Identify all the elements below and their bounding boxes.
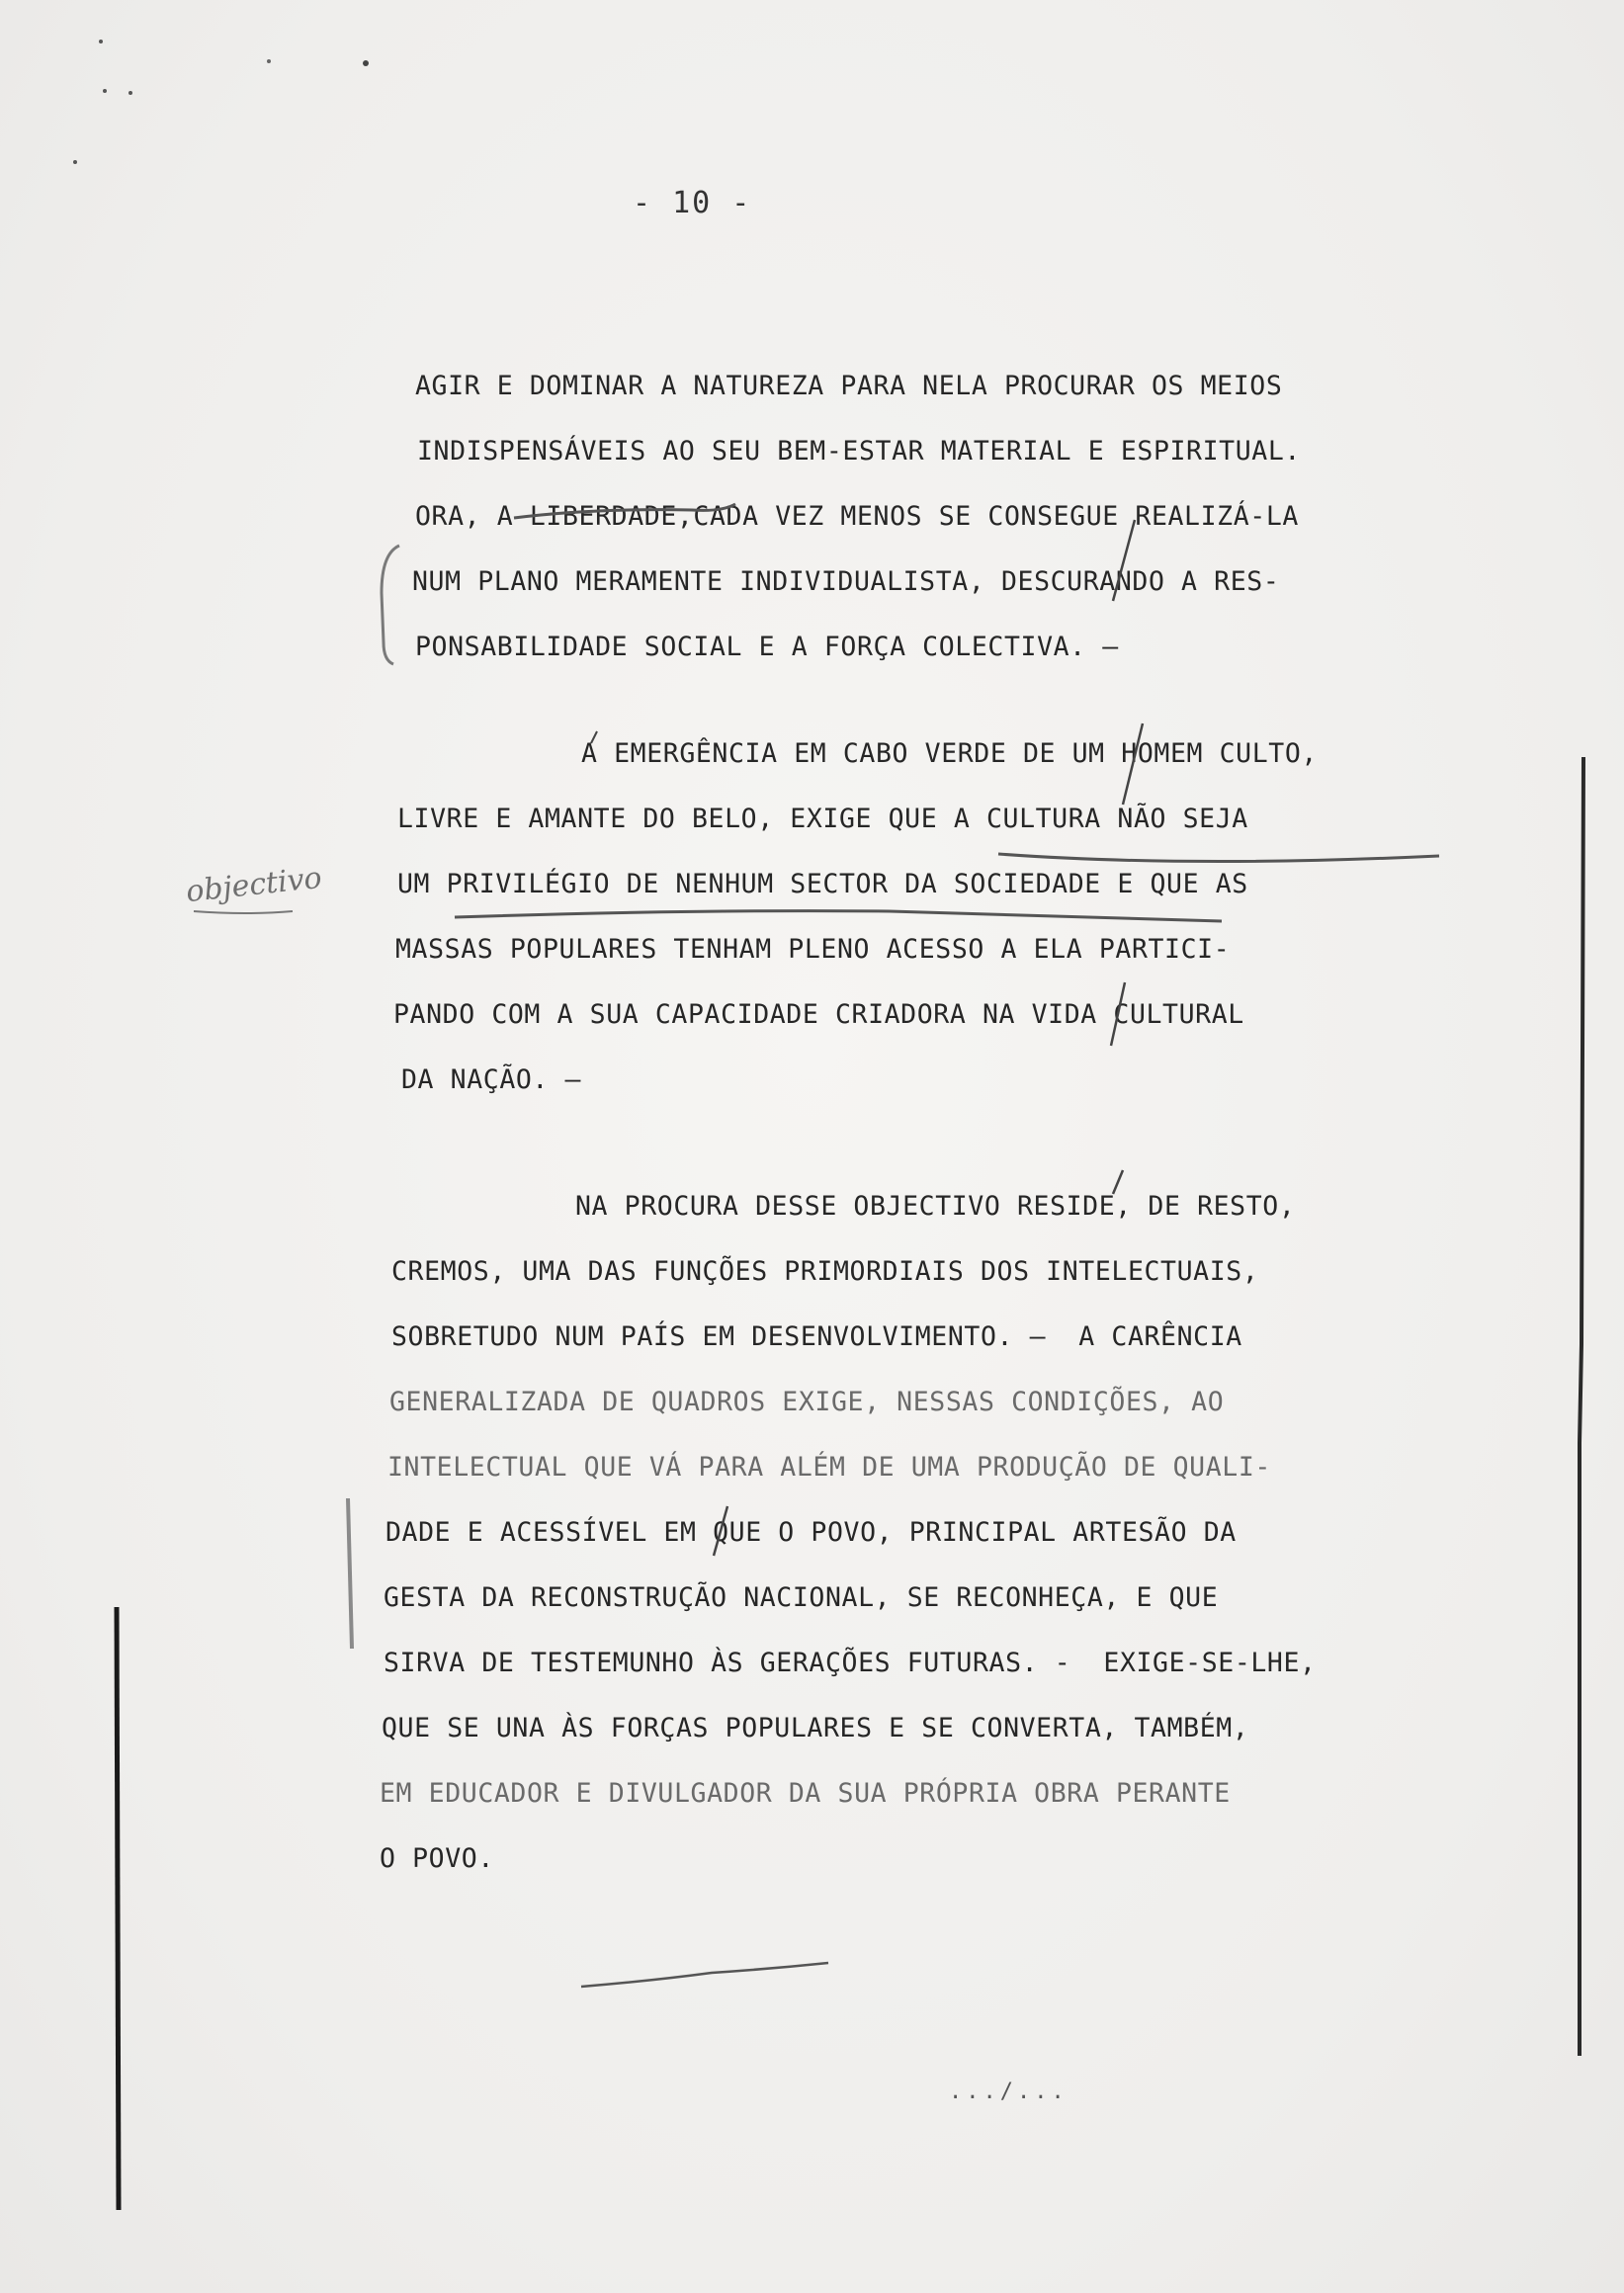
margin-bracket-mark (382, 546, 399, 664)
paragraph-3 (380, 1174, 1317, 1892)
text-line: LIVRE E AMANTE DO BELO, EXIGE QUE A CULTURA NÃO SEJA (397, 804, 1248, 834)
text-line: PANDO COM A SUA CAPACIDADE CRIADORA NA VIDA CULTURAL (393, 999, 1244, 1030)
text-line: O POVO. (380, 1843, 494, 1874)
text-line: CREMOS, UMA DAS FUNÇÕES PRIMORDIAIS DOS INTELECTUAIS, (391, 1256, 1259, 1287)
dust-speck (73, 160, 77, 164)
paragraph-2 (393, 722, 1318, 1113)
scan-edge-line (117, 1607, 119, 2210)
text-line: A EMERGÊNCIA EM CABO VERDE DE UM HOMEM CULTO, (581, 738, 1318, 769)
dust-speck (99, 40, 103, 43)
scan-edge-line (1580, 757, 1583, 2056)
dust-speck (267, 59, 271, 63)
text-line: MASSAS POPULARES TENHAM PLENO ACESSO A ELA PARTICI- (395, 934, 1231, 965)
text-line: GENERALIZADA DE QUADROS EXIGE, NESSAS CONDIÇÕES, AO (389, 1387, 1225, 1417)
text-line: NA PROCURA DESSE OBJECTIVO RESIDE, DE RESTO, (575, 1191, 1296, 1222)
pen-stroke-mark (581, 1963, 828, 1987)
text-line: SOBRETUDO NUM PAÍS EM DESENVOLVIMENTO. – A CARÊNCIA (391, 1321, 1242, 1352)
dust-speck (363, 60, 369, 66)
text-line: NUM PLANO MERAMENTE INDIVIDUALISTA, DESCURANDO A RES- (412, 566, 1280, 597)
text-line: QUE SE UNA ÀS FORÇAS POPULARES E SE CONVERTA, TAMBÉM, (382, 1713, 1249, 1743)
text-line: ORA, A LIBERDADE,CADA VEZ MENOS SE CONSEGUE REALIZÁ-LA (415, 501, 1299, 532)
text-line: EM EDUCADOR E DIVULGADOR DA SUA PRÓPRIA OBRA PERANTE (380, 1778, 1231, 1809)
dust-speck (103, 89, 107, 93)
margin-bar-mark (348, 1498, 352, 1649)
page-number: - 10 - (633, 186, 752, 220)
text-line: DA NAÇÃO. – (401, 1064, 582, 1095)
text-line: GESTA DA RECONSTRUÇÃO NACIONAL, SE RECONHEÇA, E QUE (384, 1582, 1219, 1613)
dust-speck (128, 91, 132, 95)
text-line: PONSABILIDADE SOCIAL E A FORÇA COLECTIVA. – (415, 632, 1119, 662)
text-line: INDISPENSÁVEIS AO SEU BEM-ESTAR MATERIAL E ESPIRITUAL. (417, 436, 1301, 467)
handwritten-margin-note: objectivo (184, 860, 324, 910)
continuation-mark: .../... (949, 2080, 1068, 2104)
text-line: UM PRIVILÉGIO DE NENHUM SECTOR DA SOCIEDADE E QUE AS (397, 869, 1248, 899)
text-line: DADE E ACESSÍVEL EM QUE O POVO, PRINCIPAL ARTESÃO DA (385, 1517, 1237, 1548)
underline-mark (194, 911, 293, 913)
text-line: AGIR E DOMINAR A NATUREZA PARA NELA PROCURAR OS MEIOS (415, 371, 1283, 401)
text-line: SIRVA DE TESTEMUNHO ÀS GERAÇÕES FUTURAS. - EXIGE-SE-LHE, (384, 1648, 1317, 1678)
paragraph-1 (412, 354, 1301, 680)
text-line: INTELECTUAL QUE VÁ PARA ALÉM DE UMA PRODUÇÃO DE QUALI- (387, 1452, 1271, 1483)
